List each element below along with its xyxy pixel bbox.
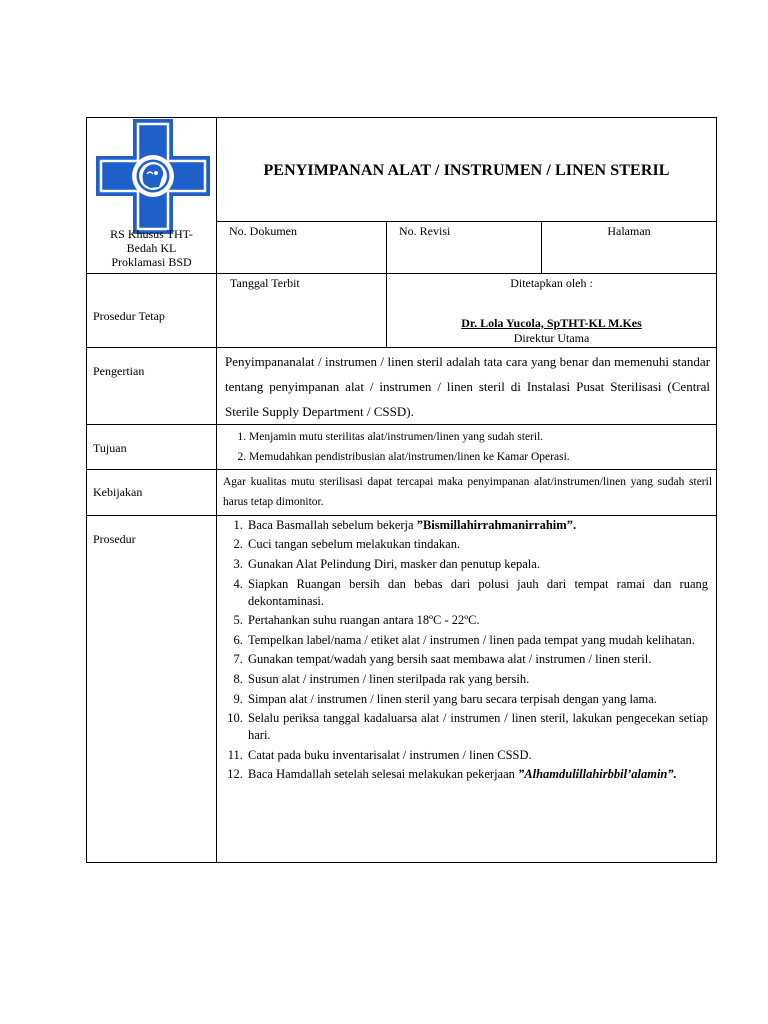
procedure-content-cell xyxy=(217,515,717,862)
procedure-item: 2. Cuci tangan sebelum melakukan tindakan. xyxy=(246,536,708,553)
procedure-item: 11. Catat pada buku inventarisalat / instrumen / linen CSSD. xyxy=(246,747,708,764)
procedure-label-cell xyxy=(87,515,217,862)
procedure-item-emphasis: ”Alhamdulillahirbbil’alamin”. xyxy=(518,767,677,782)
doc-no-label: No. Dokumen xyxy=(229,224,297,238)
hospital-line-1: RS Khusus THT- xyxy=(110,227,193,241)
hospital-line-3: Proklamasi BSD xyxy=(111,255,192,269)
policy-content-cell xyxy=(217,469,717,515)
purpose-label-cell xyxy=(87,424,217,469)
procedure-item: 9. Simpan alat / instrumen / linen steril yang baru secara terpisah dengan yang lama. xyxy=(246,691,708,708)
procedure-item xyxy=(246,766,708,783)
page-cell xyxy=(542,222,717,274)
purpose-item: 2. Memudahkan pendistribusian alat/instrumen/linen ke Kamar Operasi. xyxy=(249,447,710,467)
approved-by-label: Ditetapkan oleh : xyxy=(510,276,593,290)
procedure-item-text: Baca Basmallah sebelum bekerja xyxy=(248,517,417,532)
issue-date-label: Tanggal Terbit xyxy=(230,276,300,290)
issue-date-cell xyxy=(217,274,387,348)
sop-table xyxy=(86,117,717,863)
purpose-item: 1. Menjamin mutu sterilitas alat/instrumen/linen yang sudah steril. xyxy=(249,427,710,447)
document-title: PENYIMPANAN ALAT / INSTRUMEN / LINEN STERIL xyxy=(263,162,670,179)
purpose-list xyxy=(217,425,716,467)
procedure-item-text: Baca Hamdallah setelah selesai melakukan pekerjaan xyxy=(248,767,519,782)
definition-text: Penyimpananalat / instrumen / linen steril adalah tata cara yang benar dan memenuhi standar tentang penyimpanan alat / instrumen / linen steril di Instalasi Pusat Sterilisasi (Central Sterile Supply Department / CSSD). xyxy=(225,353,711,419)
hospital-name xyxy=(87,227,216,269)
procedure-item: 8. Susun alat / instrumen / linen sterilpada rak yang bersih. xyxy=(246,671,708,688)
policy-label-cell xyxy=(87,469,217,515)
purpose-content-cell xyxy=(217,424,717,469)
logo-cell xyxy=(87,118,217,274)
approval-cell xyxy=(387,274,717,348)
page-label: Halaman xyxy=(607,224,651,238)
procedure-item: 6. Tempelkan label/nama / etiket alat / instrumen / linen pada tempat yang mudah kelihatan. xyxy=(246,632,708,649)
procedure-label: Prosedur xyxy=(93,531,136,546)
protap-label: Prosedur Tetap xyxy=(93,309,165,323)
procedure-item-emphasis: ”Bismillahirrahmanirrahim”. xyxy=(416,517,577,532)
procedure-item: 4. Siapkan Ruangan bersih dan bebas dari polusi jauh dari tempat ramai dan ruang dekontaminasi. xyxy=(246,576,708,610)
definition-content-cell xyxy=(217,347,717,424)
title-cell xyxy=(217,118,717,222)
procedure-list xyxy=(217,516,716,784)
revision-label: No. Revisi xyxy=(399,224,451,238)
procedure-item: 10. Selalu periksa tanggal kadaluarsa alat / instrumen / linen steril, lakukan pengecekan setiap hari. xyxy=(246,710,708,744)
hospital-cross-logo-icon xyxy=(95,118,211,236)
hospital-line-2: Bedah KL xyxy=(126,241,177,255)
doc-no-cell xyxy=(217,222,387,274)
policy-label: Kebijakan xyxy=(93,484,143,499)
procedure-item: 7. Gunakan tempat/wadah yang bersih saat membawa alat / instrumen / linen steril. xyxy=(246,651,708,668)
protap-label-cell xyxy=(87,274,217,348)
approver-position: Direktur Utama xyxy=(513,331,590,346)
procedure-item: 5. Pertahankan suhu ruangan antara 18ºC - 22ºC. xyxy=(246,612,708,629)
procedure-item xyxy=(246,517,708,534)
policy-text: Agar kualitas mutu sterilisasi dapat tercapai maka penyimpanan alat/instrumen/linen yang sudah steril harus tetap dimonitor. xyxy=(223,475,713,508)
definition-label-cell xyxy=(87,347,217,424)
approver-name: Dr. Lola Yucola, SpTHT-KL M.Kes xyxy=(461,315,642,330)
revision-cell xyxy=(387,222,542,274)
procedure-item: 3. Gunakan Alat Pelindung Diri, masker dan penutup kepala. xyxy=(246,556,708,573)
purpose-label: Tujuan xyxy=(93,440,127,455)
definition-label: Pengertian xyxy=(93,363,145,378)
